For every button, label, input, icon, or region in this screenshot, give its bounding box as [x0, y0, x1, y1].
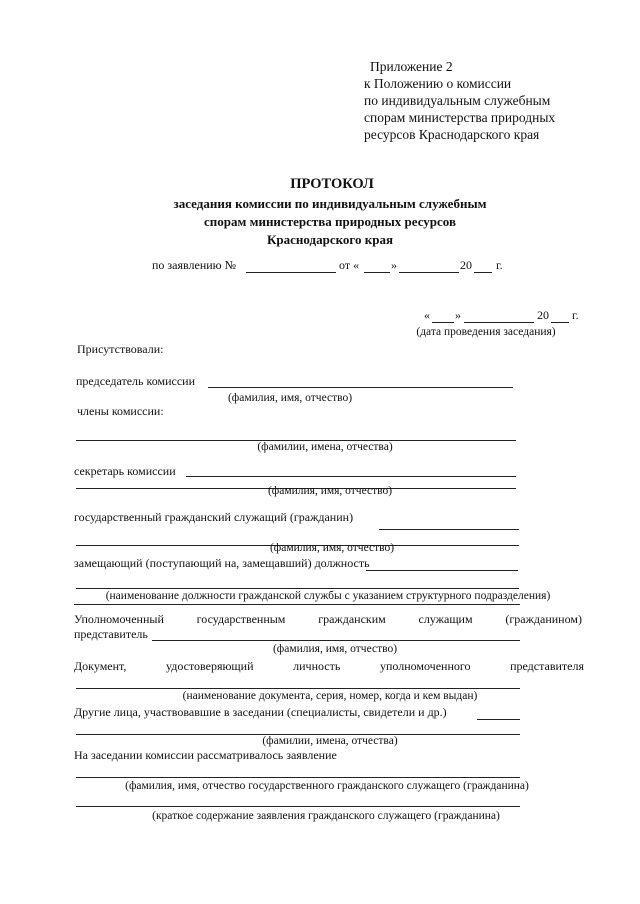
meeting-year-suffix: г. — [572, 308, 579, 322]
meeting-date-close-quote: » — [455, 308, 461, 322]
others-line — [477, 719, 520, 720]
appendix-line: ресурсов Краснодарского края — [364, 127, 540, 142]
meeting-date-open-quote: « — [424, 308, 430, 322]
meeting-day-line — [432, 322, 454, 323]
chairman-line — [208, 387, 513, 388]
appendix-line: по индивидуальным служебным — [364, 93, 551, 108]
application-day-line — [364, 272, 390, 273]
document-subtitle-line2: спорам министерства природных ресурсов — [204, 214, 456, 229]
application-month-line — [399, 272, 459, 273]
position-caption: (наименование должности гражданской службы с указанием структурного подразделения) — [105, 590, 551, 602]
application-year-suffix: г. — [496, 258, 503, 272]
representative-word: (гражданином) — [505, 612, 582, 626]
document-subtitle-line3: Краснодарского края — [266, 232, 394, 247]
members-label: члены комиссии: — [77, 404, 164, 418]
representative-label: представитель — [74, 627, 148, 641]
document-word: представителя — [510, 659, 584, 673]
meeting-year-line — [551, 322, 569, 323]
civil-servant-line — [379, 529, 519, 530]
considered-label: На заседании комиссии рассматривалось заявление — [74, 748, 337, 762]
application-from: от « — [339, 258, 360, 272]
representative-line — [152, 640, 520, 641]
civil-servant-label: государственный гражданский служащий (гражданин) — [74, 510, 354, 524]
document-word: удостоверяющий — [165, 659, 254, 673]
application-number-line — [246, 272, 336, 273]
representative-line1 — [74, 612, 582, 626]
document-caption: (наименование документа, серия, номер, когда и кем выдан) — [182, 690, 478, 702]
position-line — [366, 570, 518, 571]
chairman-caption: (фамилия, имя, отчество) — [227, 392, 353, 404]
representative-word: Уполномоченный — [74, 612, 164, 626]
document-title: ПРОТОКОЛ — [290, 176, 374, 192]
document-word: Документ, — [74, 659, 127, 673]
appendix-line: спорам министерства природных — [364, 110, 556, 125]
representative-caption: (фамилия, имя, отчество) — [272, 643, 398, 655]
meeting-year-prefix: 20 — [537, 308, 549, 322]
document-word: личность — [293, 659, 341, 673]
appendix-line: к Положению о комиссии — [364, 76, 512, 91]
others-label: Другие лица, участвовавшие в заседании (специалисты, свидетели и др.) — [74, 705, 447, 719]
secretary-caption: (фамилия, имя, отчество) — [267, 485, 393, 497]
position-line-2 — [76, 588, 519, 589]
considered-line — [76, 777, 520, 778]
chairman-label: председатель комиссии — [76, 374, 195, 388]
representative-word: государственным — [196, 612, 286, 626]
appendix-block — [364, 58, 555, 143]
considered-caption-2: (краткое содержание заявления гражданского служащего (гражданина) — [152, 810, 500, 822]
appendix-number: Приложение 2 — [370, 59, 453, 74]
meeting-month-line — [464, 322, 534, 323]
representative-top-line — [74, 604, 520, 605]
present-label: Присутствовали: — [77, 342, 164, 356]
representative-word: гражданским — [318, 612, 386, 626]
secretary-label: секретарь комиссии — [74, 464, 176, 478]
position-label: замещающий (поступающий на, замещавший) должность — [74, 556, 370, 570]
document-subtitle-line1: заседания комиссии по индивидуальным служебным — [173, 196, 487, 211]
members-caption: (фамилии, имена, отчества) — [257, 441, 393, 453]
document-line1 — [74, 659, 584, 673]
secretary-line — [186, 476, 516, 477]
representative-word: служащим — [418, 612, 473, 626]
application-year-line — [474, 272, 492, 273]
document-word: уполномоченного — [379, 659, 471, 673]
application-year-prefix: 20 — [460, 258, 472, 272]
application-close-quote: » — [391, 258, 397, 272]
considered-caption-1: (фамилия, имя, отчество государственного гражданского служащего (гражданина) — [125, 780, 529, 792]
others-caption: (фамилии, имена, отчества) — [262, 735, 398, 747]
document-line — [76, 688, 520, 689]
civil-servant-caption: (фамилия, имя, отчество) — [269, 542, 395, 554]
application-prefix: по заявлению № — [152, 258, 237, 272]
meeting-date-caption: (дата проведения заседания) — [416, 326, 556, 338]
considered-line-2 — [76, 806, 520, 807]
